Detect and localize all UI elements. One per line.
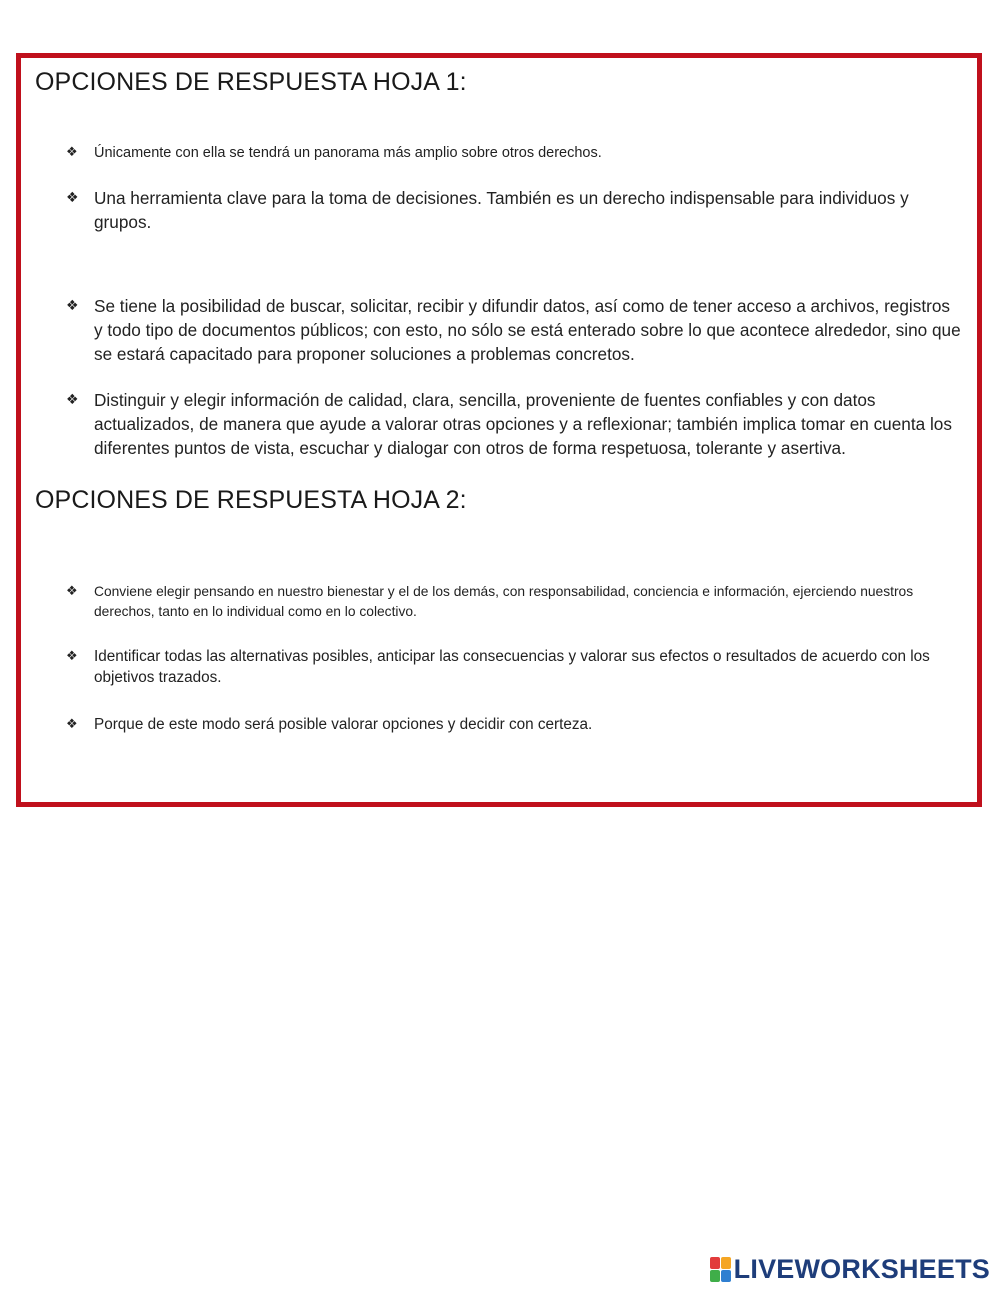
diamond-bullet-icon: ❖ [66,717,78,732]
sheet1-option-1 [66,143,961,163]
diamond-bullet-icon: ❖ [66,145,78,160]
diamond-bullet-icon: ❖ [66,649,78,664]
sheet2-heading: OPCIONES DE RESPUESTA HOJA 2: [35,486,467,514]
option-text: Conviene elegir pensando en nuestro bienestar y el de los demás, con responsabilidad, conciencia e información, ejerciendo nuestros derechos, tanto en lo individual como en lo colectivo. [94,584,914,619]
diamond-bullet-icon: ❖ [66,584,78,599]
sheet1-option-4 [66,388,961,460]
sheet1-option-3 [66,294,961,366]
diamond-bullet-icon: ❖ [66,392,79,408]
logo-block [721,1270,731,1282]
sheet1-option-2 [66,186,961,234]
sheet2-option-1 [66,582,961,622]
diamond-bullet-icon: ❖ [66,298,79,314]
diamond-bullet-icon: ❖ [66,190,79,206]
sheet2-option-3 [66,714,961,735]
liveworksheets-brand [710,1254,990,1285]
sheet1-heading: OPCIONES DE RESPUESTA HOJA 1: [35,68,467,96]
logo-block [721,1257,731,1269]
option-text: Únicamente con ella se tendrá un panorama más amplio sobre otros derechos. [94,145,602,161]
option-text: Porque de este modo será posible valorar opciones y decidir con certeza. [94,716,593,733]
liveworksheets-logo-icon [710,1257,732,1283]
option-text: Identificar todas las alternativas posibles, anticipar las consecuencias y valorar sus efectos o resultados de acuerdo con los objetivos trazados. [94,648,930,686]
option-text: Se tiene la posibilidad de buscar, solicitar, recibir y difundir datos, así como de tener acceso a archivos, registros y todo tipo de documentos públicos; con esto, no sólo se está enterado sobre lo que acontece alrededor, sino que se estará capacitado para proponer soluciones a problemas concretos. [94,296,961,364]
option-text: Una herramienta clave para la toma de decisiones. También es un derecho indispensable para individuos y grupos. [94,188,909,232]
logo-block [710,1257,720,1269]
logo-block [710,1270,720,1282]
brand-name: LIVEWORKSHEETS [733,1254,990,1284]
sheet2-option-2 [66,646,961,688]
option-text: Distinguir y elegir información de calidad, clara, sencilla, proveniente de fuentes confiables y con datos actualizados, de manera que ayude a valorar otras opciones y a reflexionar; también implica tomar en cuenta los diferentes puntos de vista, escuchar y dialogar con otros de forma respetuosa, tolerante y asertiva. [94,390,952,458]
